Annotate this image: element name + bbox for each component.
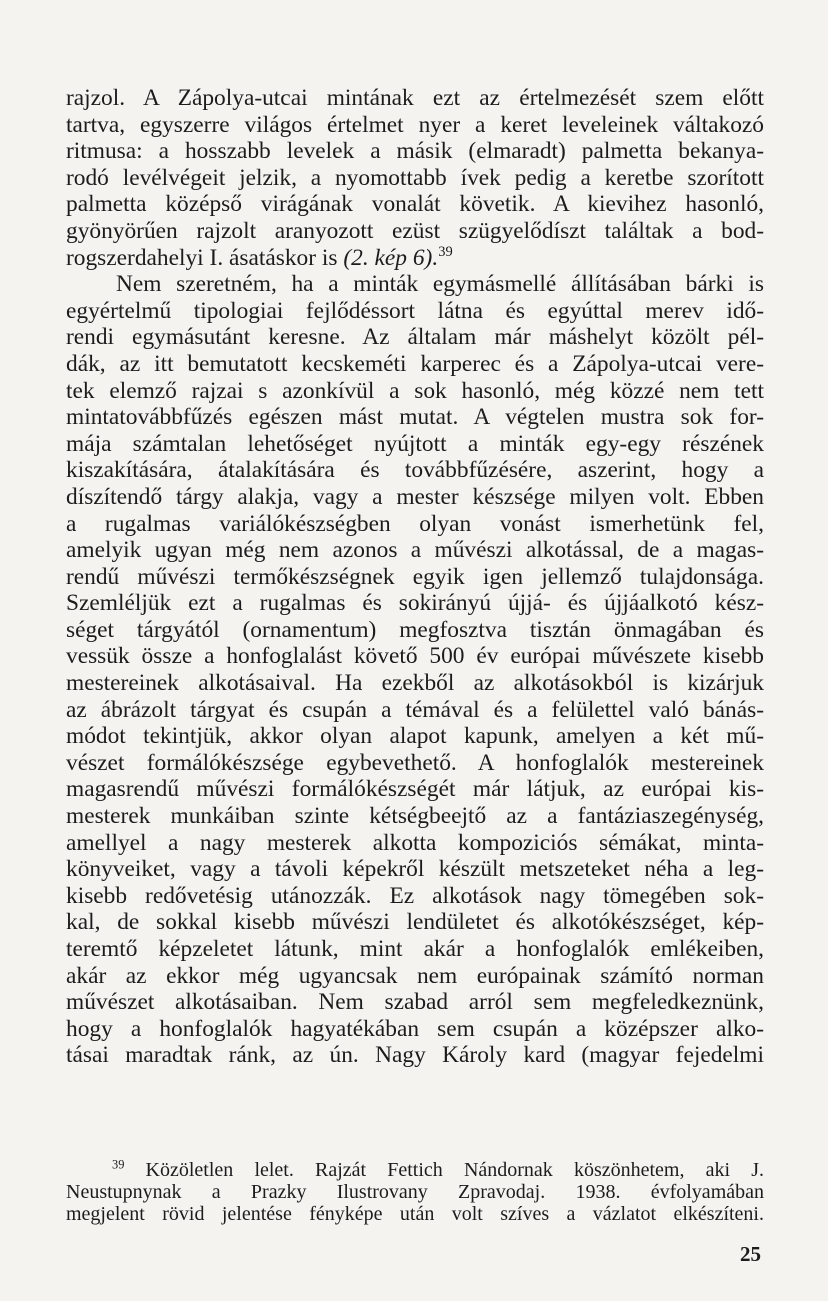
- text-line: amelyik ugyan még nem azonos a művészi alkotással, de a magas-: [66, 537, 764, 564]
- text-line: rendű művészi termőkészségnek egyik igen jellemző tulajdonsága.: [66, 563, 764, 590]
- footnote-line: megjelent rövid jelentése fényképe után volt szíves a vázlatot elkészíteni.: [66, 1203, 764, 1225]
- footnote: [66, 1159, 764, 1225]
- text-line: ritmusa: a hosszabb levelek a másik (elmaradt) palmetta bekanya-: [66, 138, 764, 165]
- text-line: rajzol. A Zápolya-utcai mintának ezt az értelmezését szem előtt: [66, 85, 764, 111]
- text-line: Nem szeretném, ha a minták egymásmellé állításában bárki is: [116, 271, 764, 298]
- text-line: rodó levélvégeit jelzik, a nyomottabb ívek pedig a keretbe szorított: [66, 164, 764, 191]
- footnote-line: Neustupnynak a Prazky Ilustrovany Zpravodaj. 1938. évfolyamában: [66, 1181, 764, 1203]
- text-line: tek elemző rajzai s azonkívül a sok hasonló, még közzé nem tett: [66, 377, 764, 404]
- page-number: 25: [740, 1242, 761, 1266]
- text-line: tásai maradtak ránk, az ún. Nagy Károly kard (magyar fejedelmi: [66, 1042, 764, 1069]
- text-line: módot tekintjük, akkor olyan alapot kapunk, amelyen a két mű-: [66, 723, 764, 750]
- text-line: díszítendő tárgy alakja, vagy a mester készsége milyen volt. Ebben: [66, 483, 764, 510]
- text-line: Szemléljük ezt a rugalmas és sokirányú újjá- és újjáalkotó kész-: [66, 590, 764, 617]
- body-text: [66, 85, 764, 1069]
- text-line: séget tárgyától (ornamentum) megfosztva tisztán önmagában és: [66, 616, 764, 643]
- figure-reference: (2. kép 6).: [343, 244, 439, 271]
- text-line: gyönyörűen rajzolt aranyozott ezüst szügyelődíszt találtak a bod-: [66, 217, 764, 244]
- paragraph-2: [66, 271, 764, 1069]
- text-fragment: rogszerdahelyi I. ásatáskor is: [66, 244, 338, 271]
- text-line: könyveiket, vagy a távoli képekről készült metszeteket néha a leg-: [66, 856, 764, 883]
- text-line: amellyel a nagy mesterek alkotta kompoziciós sémákat, minta-: [66, 829, 764, 856]
- text-line: vészet formálókészsége egybevethető. A honfoglalók mestereinek: [66, 749, 764, 776]
- text-line: teremtő képzeletet látunk, mint akár a honfoglalók emlékeiben,: [66, 936, 764, 962]
- text-line: tartva, egyszerre világos értelmet nyer a keret leveleinek váltakozó: [66, 111, 764, 138]
- text-line: rendi egymásutánt keresne. Az általam már máshelyt közölt pél-: [66, 324, 764, 351]
- text-line: vessük össze a honfoglalást követő 500 év európai művészete kisebb: [66, 643, 764, 670]
- text-line: dák, az itt bemutatott kecskeméti karperec és a Zápolya-utcai vere-: [66, 350, 764, 377]
- text-line: mestereinek alkotásaival. Ha ezekből az alkotásokból is kizárjuk: [66, 670, 764, 697]
- text-line: kisebb redővetésig utánozzák. Ez alkotások nagy tömegében sok-: [66, 882, 764, 909]
- text-line: mája számtalan lehetőséget nyújtott a minták egy-egy részének: [66, 430, 764, 457]
- text-line: hogy a honfoglalók hagyatékában sem csupán a középszer alko-: [66, 1015, 764, 1042]
- text-line: [66, 245, 764, 272]
- text-line: mesterek munkáiban szinte kétségbeejtő az a fantáziaszegénység,: [66, 803, 764, 830]
- text-line: művészet alkotásaiban. Nem szabad arról sem megfeledkeznünk,: [66, 989, 764, 1016]
- footnote-reference: 39: [438, 243, 453, 260]
- text-line: kal, de sokkal kisebb művészi lendületet és alkotókészséget, kép-: [66, 909, 764, 936]
- text-line: a rugalmas variálókészségben olyan vonást ismerhetünk fel,: [66, 510, 764, 537]
- text-line: egyértelmű tipologiai fejlődéssort látna és egyúttal merev idő-: [66, 297, 764, 324]
- text-line: magasrendű művészi formálókészségét már látjuk, az európai kis-: [66, 776, 764, 803]
- text-line: akár az ekkor még ugyancsak nem európainak számító norman: [66, 962, 764, 989]
- paragraph-1: [66, 85, 764, 271]
- footnote-text: Közöletlen lelet. Rajzát Fettich Nándornak köszönhetem, aki J.: [145, 1159, 764, 1181]
- text-line: palmetta középső virágának vonalát követik. A kievihez hasonló,: [66, 191, 764, 218]
- text-line: mintatovábbfűzés egészen mást mutat. A végtelen mustra sok for-: [66, 404, 764, 431]
- footnote-number: 39: [112, 1157, 125, 1172]
- footnote-line: [66, 1159, 764, 1181]
- text-line: az ábrázolt tárgyat és csupán a témával és a felülettel való bánás-: [66, 696, 764, 723]
- text-line: kiszakítására, átalakítására és továbbfűzésére, aszerint, hogy a: [66, 457, 764, 484]
